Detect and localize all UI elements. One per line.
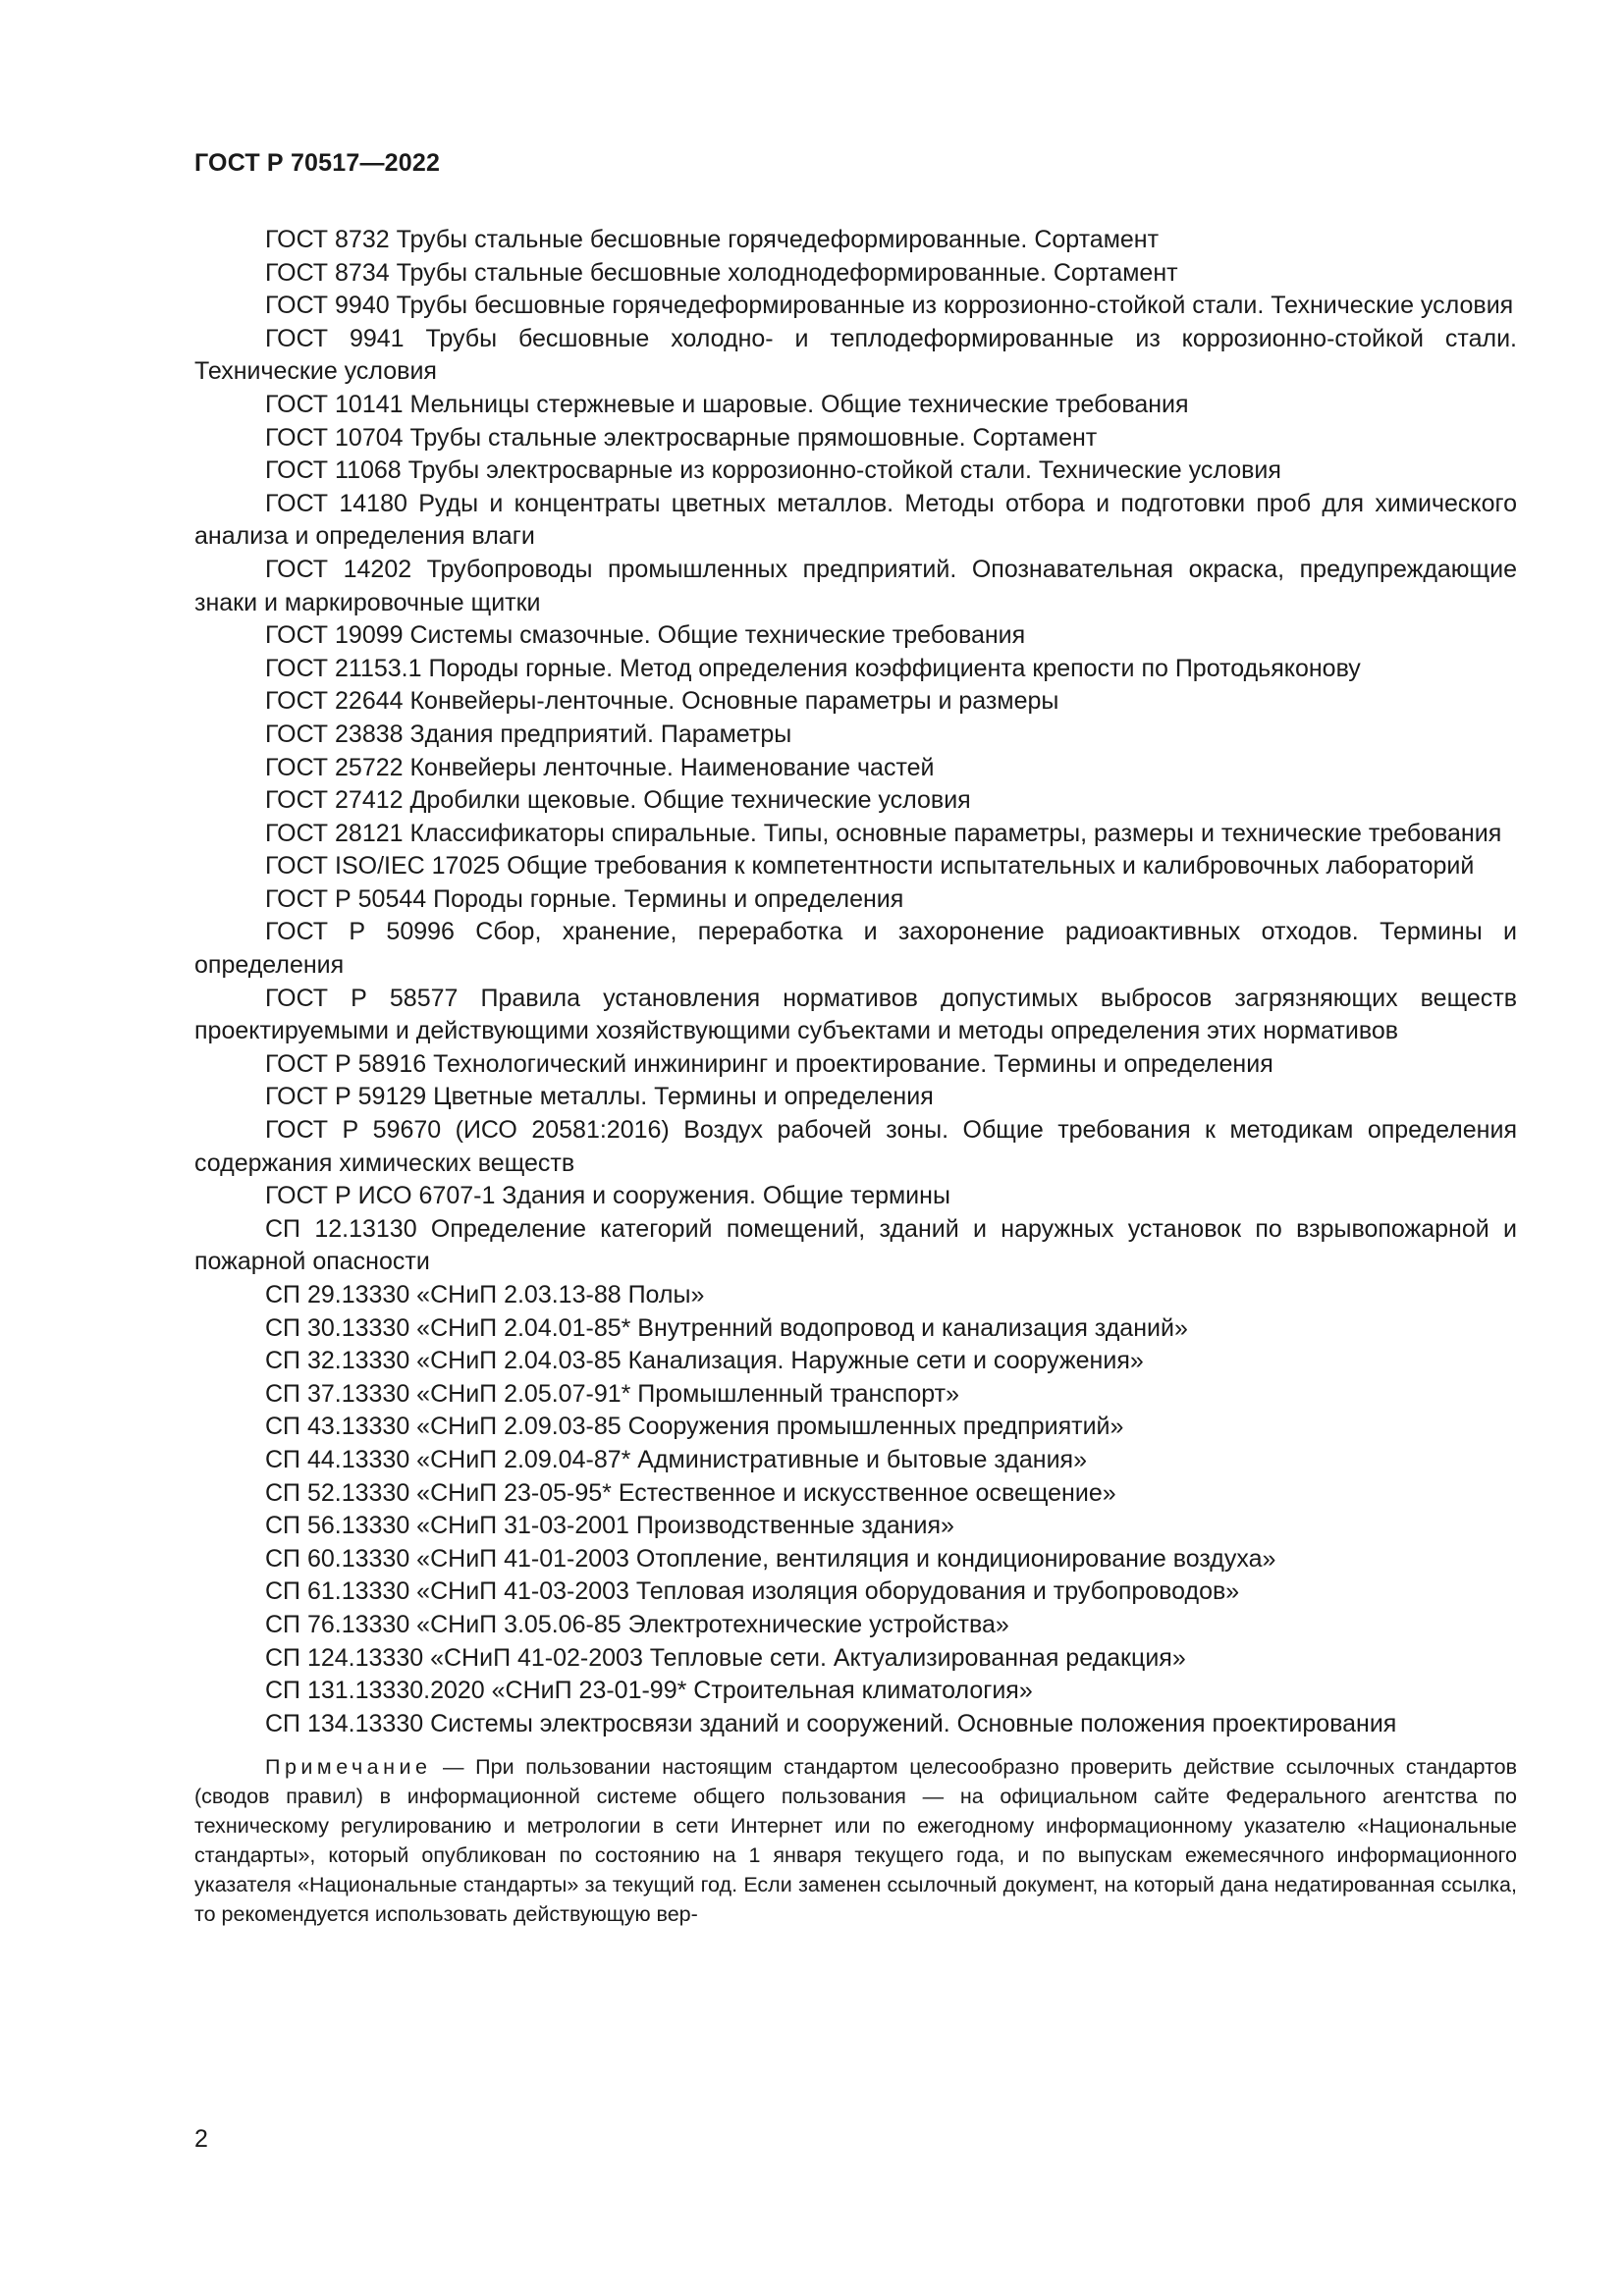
reference-item: СП 56.13330 «СНиП 31-03-2001 Производственные здания» [265,1512,954,1540]
reference-item: ГОСТ 25722 Конвейеры ленточные. Наименование частей [265,753,935,781]
reference-item: ГОСТ 28121 Классификаторы спиральные. Типы, основные параметры, размеры и технические требования [265,819,1502,847]
note-paragraph [194,1752,1517,1929]
reference-item: ГОСТ 22644 Конвейеры-ленточные. Основные параметры и размеры [265,687,1059,716]
references-list [194,224,1517,1929]
reference-item: СП 61.13330 «СНиП 41-03-2003 Тепловая изоляция оборудования и трубопроводов» [265,1577,1240,1606]
reference-item: ГОСТ 27412 Дробилки щековые. Общие технические условия [265,786,971,815]
reference-item: СП 37.13330 «СНиП 2.05.07-91* Промышленный транспорт» [265,1379,959,1408]
reference-item: СП 12.13130 Определение категорий помещений, зданий и наружных установок по взрывопожарной и пожарной опасности [194,1214,1517,1276]
reference-item: ГОСТ 10141 Мельницы стержневые и шаровые. Общие технические требования [265,390,1189,418]
reference-item: ГОСТ 14202 Трубопроводы промышленных предприятий. Опознавательная окраска, предупреждающие знаки и маркировочные щитки [194,555,1517,616]
reference-item: ГОСТ 9940 Трубы бесшовные горячедеформированные из коррозионно-стойкой стали. Технические условия [265,292,1514,320]
reference-item: СП 134.13330 Системы электросвязи зданий и сооружений. Основные положения проектирования [265,1709,1397,1737]
reference-item: СП 60.13330 «СНиП 41-01-2003 Отопление, вентиляция и кондиционирование воздуха» [265,1544,1276,1573]
page-header: ГОСТ Р 70517—2022 [194,149,441,177]
reference-item: ГОСТ Р 58916 Технологический инжиниринг и проектирование. Термины и определения [265,1049,1273,1078]
reference-item: ГОСТ 9941 Трубы бесшовные холодно- и теплодеформированные из коррозионно-стойкой стали. Технические условия [194,324,1517,386]
reference-item: ГОСТ Р 50996 Сбор, хранение, переработка и захоронение радиоактивных отходов. Термины и определения [194,918,1517,980]
note-text: — При пользовании настоящим стандартом целесообразно проверить действие ссылочных стандартов (сводов правил) в информационной системе общего пользования — на официальном сайте Федерального агентства по техническому регулированию и метрологии в сети Интернет или по ежегодному информационному указателю «Национальные стандарты», который опубликован по состоянию на 1 января текущего года, и по выпускам ежемесячного информационного указателя «Национальные стандарты» за текущий год. Если заменен ссылочный документ, на который дана недатированная ссылка, то рекомендуется использовать действующую вер- [194,1755,1517,1927]
reference-item: СП 29.13330 «СНиП 2.03.13-88 Полы» [265,1281,705,1308]
reference-item: СП 124.13330 «СНиП 41-02-2003 Тепловые сети. Актуализированная редакция» [265,1643,1186,1672]
reference-item: ГОСТ 8732 Трубы стальные бесшовные горячедеформированные. Сортамент [265,226,1160,253]
reference-item: СП 76.13330 «СНиП 3.05.06-85 Электротехнические устройства» [265,1610,1009,1638]
reference-item: ГОСТ 19099 Системы смазочные. Общие технические требования [265,621,1026,650]
reference-item: СП 43.13330 «СНиП 2.09.03-85 Сооружения промышленных предприятий» [265,1413,1124,1441]
reference-item: СП 32.13330 «СНиП 2.04.03-85 Канализация. Наружные сети и сооружения» [265,1347,1144,1375]
reference-item: ГОСТ 10704 Трубы стальные электросварные прямошовные. Сортамент [265,423,1098,452]
note-label: Примечание [265,1755,432,1780]
reference-item: ГОСТ Р 59670 (ИСО 20581:2016) Воздух рабочей зоны. Общие требования к методикам определения содержания химических веществ [194,1116,1517,1177]
reference-item: ГОСТ 23838 Здания предприятий. Параметры [265,720,792,748]
reference-item: СП 30.13330 «СНиП 2.04.01-85* Внутренний водопровод и канализация зданий» [265,1313,1188,1342]
reference-item: ГОСТ Р 59129 Цветные металлы. Термины и определения [265,1083,934,1111]
reference-item: ГОСТ Р 50544 Породы горные. Термины и определения [265,884,904,913]
page-number: 2 [194,2125,208,2153]
reference-item: СП 44.13330 «СНиП 2.09.04-87* Административные и бытовые здания» [265,1445,1087,1473]
reference-item: СП 131.13330.2020 «СНиП 23-01-99* Строительная климатология» [265,1677,1033,1705]
reference-item: ГОСТ Р ИСО 6707-1 Здания и сооружения. Общие термины [265,1182,950,1210]
reference-item: ГОСТ 21153.1 Породы горные. Метод определения коэффициента крепости по Протодьяконову [265,654,1361,682]
reference-item: СП 52.13330 «СНиП 23-05-95* Естественное и искусственное освещение» [265,1478,1116,1507]
reference-item: ГОСТ ISO/IEC 17025 Общие требования к компетентности испытательных и калибровочных лабораторий [265,852,1475,881]
reference-item: ГОСТ 11068 Трубы электросварные из коррозионно-стойкой стали. Технические условия [265,456,1281,485]
reference-item: ГОСТ 8734 Трубы стальные бесшовные холоднодеформированные. Сортамент [265,258,1178,287]
reference-item: ГОСТ 14180 Руды и концентраты цветных металлов. Методы отбора и подготовки проб для химического анализа и определения влаги [194,489,1517,551]
reference-item: ГОСТ Р 58577 Правила установления нормативов допустимых выбросов загрязняющих веществ проектируемыми и действующими хозяйствующими субъектами и методы определения этих нормативов [194,984,1517,1045]
